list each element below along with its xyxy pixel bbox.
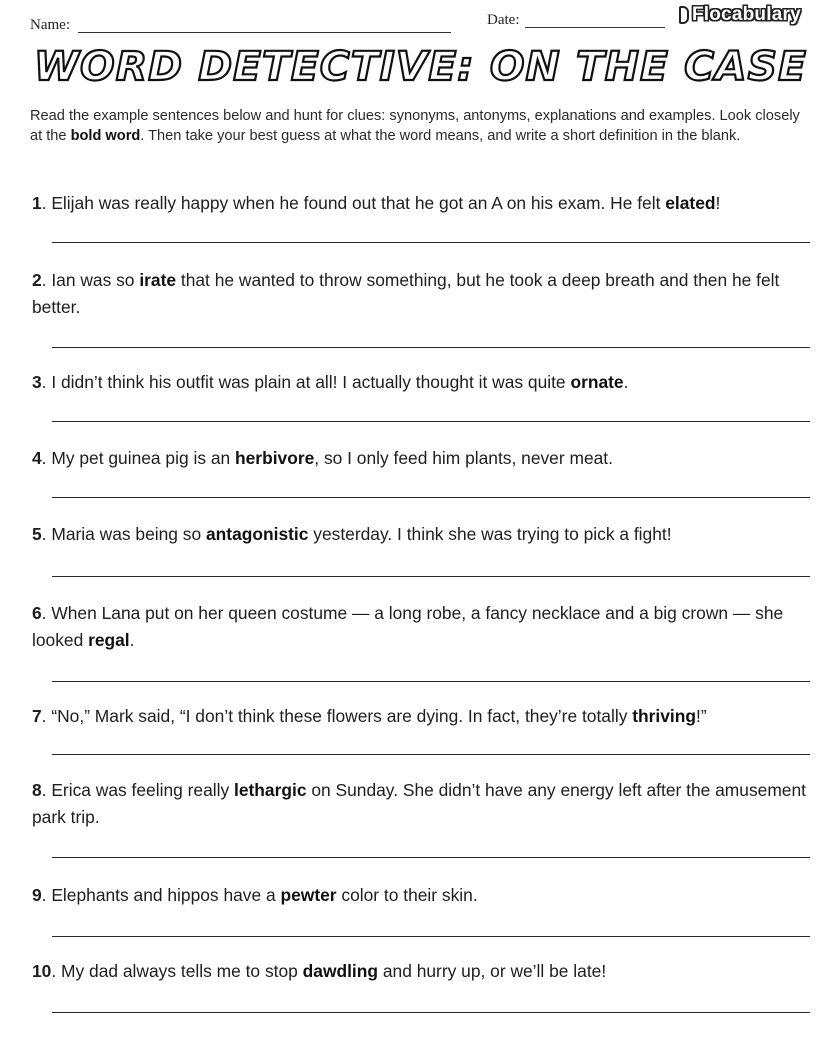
answer-line-7[interactable] — [52, 754, 810, 755]
instructions-part2: . Then take your best guess at what the word means, and write a short definition in the blank. — [140, 128, 741, 144]
question-text-after: ! — [715, 193, 721, 213]
question-text-after: color to their skin. — [336, 885, 478, 905]
question-5 — [32, 521, 807, 548]
question-number: 6 — [32, 603, 42, 623]
vocab-word: regal — [88, 630, 130, 650]
question-text-before: . Maria was being so — [41, 524, 206, 544]
question-text-before: . Elijah was really happy when he found out that he got an A on his exam. He felt — [41, 193, 666, 213]
date-label: Date: — [487, 12, 520, 28]
question-number: 4 — [32, 448, 42, 468]
question-number: 10 — [32, 961, 52, 981]
question-9 — [32, 882, 807, 909]
question-text-before: . Elephants and hippos have a — [41, 885, 281, 905]
question-text-before: . Ian was so — [41, 270, 140, 290]
question-number: 2 — [32, 270, 42, 290]
vocab-word: irate — [139, 270, 177, 290]
question-text-after: . — [623, 372, 629, 392]
answer-line-8[interactable] — [52, 857, 810, 858]
question-text-before: . My dad always tells me to stop — [51, 961, 303, 981]
question-number: 9 — [32, 885, 42, 905]
question-text-after: and hurry up, or we’ll be late! — [378, 961, 607, 981]
vocab-word: elated — [665, 193, 716, 213]
answer-line-1[interactable] — [52, 242, 810, 243]
flocabulary-logo — [678, 4, 801, 26]
vocab-word: herbivore — [235, 448, 315, 468]
answer-line-5[interactable] — [52, 576, 810, 577]
question-number: 8 — [32, 780, 42, 800]
answer-line-2[interactable] — [52, 347, 810, 348]
question-number: 5 — [32, 524, 42, 544]
question-text-after: on Sunday. She didn’t have any energy left after the amusement park trip. — [32, 780, 806, 827]
vocab-word: antagonistic — [206, 524, 309, 544]
instructions — [30, 106, 810, 146]
answer-line-3[interactable] — [52, 421, 810, 422]
question-4 — [32, 445, 807, 472]
question-1 — [32, 190, 807, 217]
question-text-after: . — [129, 630, 135, 650]
worksheet-title: WORD DETECTIVE: ON THE CASE — [34, 44, 807, 90]
answer-line-9[interactable] — [52, 936, 810, 937]
question-10 — [32, 958, 807, 985]
vocab-word: dawdling — [302, 961, 379, 981]
question-6 — [32, 600, 807, 654]
question-text-after: that he wanted to throw something, but he took a deep breath and then he felt better. — [32, 270, 780, 317]
vocab-word: thriving — [632, 706, 696, 726]
logo-icon — [678, 4, 690, 26]
question-text-after: !” — [696, 706, 707, 726]
vocab-word: pewter — [280, 885, 337, 905]
question-text-after: , so I only feed him plants, never meat. — [314, 448, 613, 468]
instructions-bold: bold word — [70, 128, 141, 144]
vocab-word: lethargic — [234, 780, 307, 800]
date-blank[interactable] — [525, 27, 665, 28]
answer-line-4[interactable] — [52, 497, 810, 498]
brand-name: Flocabulary — [692, 4, 801, 25]
instructions-part1: Read the example sentences below and hunt for clues: synonyms, antonyms, explanations and examples. Look closely at the — [30, 108, 800, 144]
question-text-before: . I didn’t think his outfit was plain at all! I actually thought it was quite — [41, 372, 571, 392]
question-number: 1 — [32, 193, 42, 213]
question-3 — [32, 369, 807, 396]
vocab-word: ornate — [570, 372, 624, 392]
question-text-before: . Erica was feeling really — [41, 780, 235, 800]
answer-line-10[interactable] — [52, 1012, 810, 1013]
question-text-after: yesterday. I think she was trying to pick a fight! — [308, 524, 672, 544]
name-label: Name: — [30, 17, 70, 33]
answer-line-6[interactable] — [52, 681, 810, 682]
question-text-before: . My pet guinea pig is an — [41, 448, 236, 468]
question-number: 3 — [32, 372, 42, 392]
question-number: 7 — [32, 706, 42, 726]
question-text-before: . “No,” Mark said, “I don’t think these flowers are dying. In fact, they’re totally — [41, 706, 633, 726]
name-blank[interactable] — [78, 32, 451, 33]
question-2 — [32, 267, 807, 321]
question-8 — [32, 777, 807, 831]
question-text-before: . When Lana put on her queen costume — a long robe, a fancy necklace and a big crown — she looked — [32, 603, 784, 650]
question-7 — [32, 703, 807, 730]
